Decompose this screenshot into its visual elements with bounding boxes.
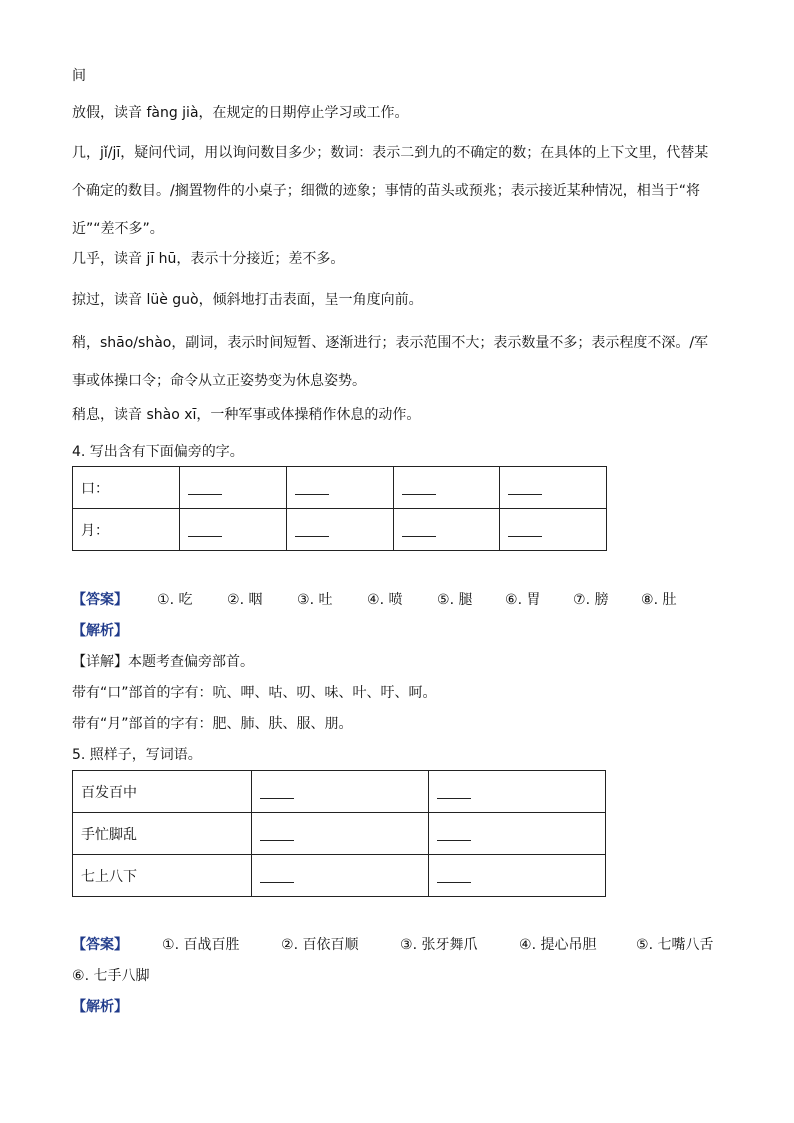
answer-item: ②. 百依百顺 [281, 937, 359, 953]
question-4-table [72, 466, 607, 551]
answer-item: ⑧. 肚 [641, 592, 677, 608]
blank-cell[interactable] [393, 509, 500, 551]
text-line: 掠过，读音 lüè guò，倾斜地打击表面，呈一角度向前。 [72, 292, 423, 308]
question-5-prompt: 5. 照样子，写词语。 [72, 747, 202, 763]
detail-line: 【详解】本题考查偏旁部首。 [72, 654, 254, 670]
table-cell-example: 七上八下 [73, 855, 252, 897]
blank-cell[interactable] [180, 509, 287, 551]
analysis-tag: 【解析】 [72, 623, 128, 639]
answer-item: ⑦. 膀 [573, 592, 609, 608]
blank-cell[interactable] [252, 813, 429, 855]
blank-cell[interactable] [500, 467, 607, 509]
answer-item: ④. 喷 [367, 592, 403, 608]
blank-cell[interactable] [429, 855, 606, 897]
answer-item: ④. 提心吊胆 [519, 937, 597, 953]
blank-cell[interactable] [180, 467, 287, 509]
text-line: 稍息，读音 shào xī，一种军事或体操稍作休息的动作。 [72, 407, 421, 423]
blank-cell[interactable] [286, 467, 393, 509]
table-cell-example: 手忙脚乱 [73, 813, 252, 855]
text-line: 间 [72, 68, 86, 84]
question-4-prompt: 4. 写出含有下面偏旁的字。 [72, 444, 244, 460]
text-line: 几乎，读音 jī hū，表示十分接近；差不多。 [72, 251, 345, 267]
table-cell-label: 月： [73, 509, 180, 551]
answer-item: ②. 咽 [227, 592, 263, 608]
blank-cell[interactable] [393, 467, 500, 509]
answer-item: ①. 吃 [157, 592, 193, 608]
table-cell-label: 口： [73, 467, 180, 509]
text-line: 放假，读音 fàng jià，在规定的日期停止学习或工作。 [72, 105, 409, 121]
blank-cell[interactable] [252, 855, 429, 897]
text-paragraph: 稍，shāo/shào，副词，表示时间短暂、逐渐进行；表示范围不大；表示数量不多；表示程度不深。/军事或体操口令；命令从立正姿势变为休息姿势。 [72, 335, 709, 389]
answer-item: ③. 吐 [297, 592, 333, 608]
blank-cell[interactable] [429, 813, 606, 855]
answer-item: ①. 百战百胜 [162, 937, 240, 953]
answer-tag: 【答案】 [72, 592, 128, 608]
answer-tag: 【答案】 [72, 937, 128, 953]
blank-cell[interactable] [252, 771, 429, 813]
blank-cell[interactable] [286, 509, 393, 551]
explanation-line: 带有“口”部首的字有：吭、呷、咕、叨、味、叶、吁、呵。 [72, 685, 437, 701]
answer-item: ⑤. 腿 [437, 592, 473, 608]
blank-cell[interactable] [500, 509, 607, 551]
question-5-table [72, 770, 606, 897]
answer-item: ⑤. 七嘴八舌 [636, 937, 714, 953]
explanation-line: 带有“月”部首的字有：肥、肺、肤、服、朋。 [72, 716, 353, 732]
answer-item: ③. 张牙舞爪 [400, 937, 478, 953]
answer-item: ⑥. 胃 [505, 592, 541, 608]
text-paragraph: 几，jǐ/jī，疑问代词，用以询问数目多少；数词：表示二到九的不确定的数；在具体的上下文里，代替某个确定的数目。/搁置物件的小桌子；细微的迹象；事情的苗头或预兆；表示接近某种情况，相当于“将近”“差不多”。 [72, 145, 709, 237]
table-cell-example: 百发百中 [73, 771, 252, 813]
answer-item: ⑥. 七手八脚 [72, 968, 150, 984]
blank-cell[interactable] [429, 771, 606, 813]
analysis-tag: 【解析】 [72, 999, 128, 1015]
